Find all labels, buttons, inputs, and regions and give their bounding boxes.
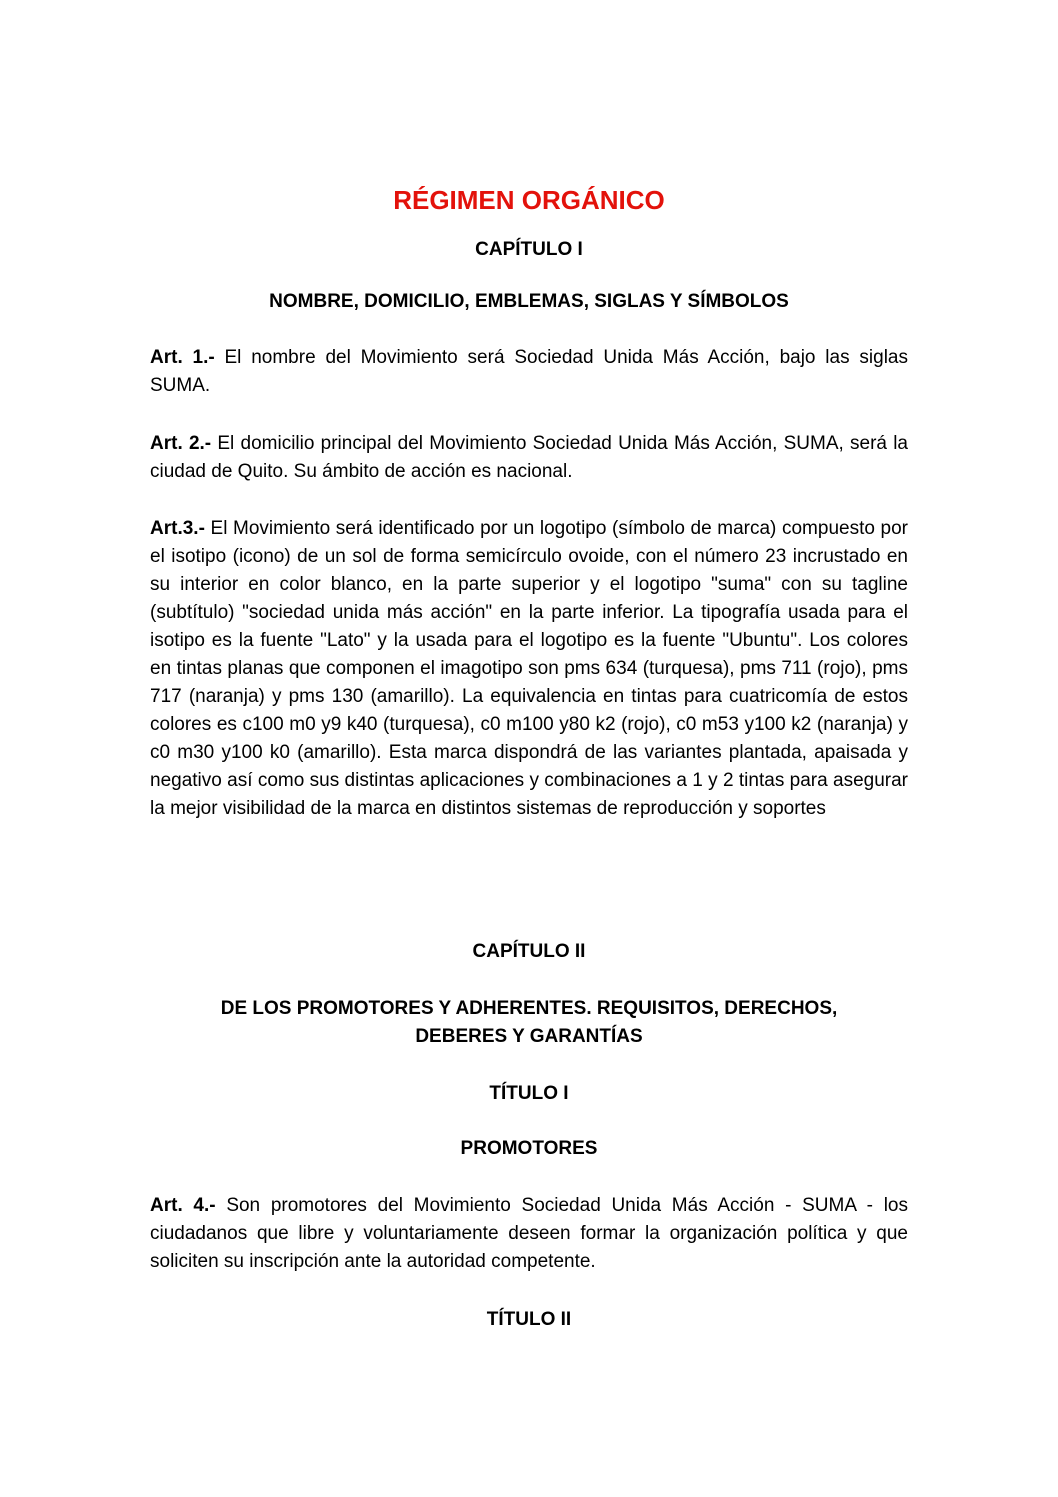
article-3-label: Art.3.-	[150, 518, 205, 539]
chapter-1-subtitle: NOMBRE, DOMICILIO, EMBLEMAS, SIGLAS Y SÍMBOLOS	[269, 291, 789, 312]
chapter-2-subtitle-line-2: DEBERES Y GARANTÍAS	[415, 1026, 643, 1047]
article-2	[150, 430, 908, 486]
chapter-2-subtitle-line-1: DE LOS PROMOTORES Y ADHERENTES. REQUISITOS, DERECHOS,	[220, 998, 838, 1019]
chapter-2-heading: CAPÍTULO II	[472, 941, 586, 962]
chapter-1-heading: CAPÍTULO I	[475, 239, 583, 260]
article-3-text: El Movimiento será identificado por un logotipo (símbolo de marca) compuesto por el isotipo (icono) de un sol de forma semicírculo ovoide, con el número 23 incrustado en su interior en color blanco, en la parte superior y el logotipo "suma" con su tagline (subtítulo) "sociedad unida más acción" en la parte inferior. La tipografía usada para el isotipo es la fuente "Lato" y la usada para el logotipo es la fuente "Ubuntu". Los colores en tintas planas que componen el imagotipo son pms 634 (turquesa), pms 711 (rojo), pms 717 (naranja) y pms 130 (amarillo). La equivalencia en tintas para cuatricomía de estos colores es c100 m0 y9 k40 (turquesa), c0 m100 y80 k2 (rojo), c0 m53 y100 k2 (naranja) y c0 m30 y100 k0 (amarillo). Esta marca dispondrá de las variantes plantada, apaisada y negativo así como sus distintas aplicaciones y combinaciones a 1 y 2 tintas para asegurar la mejor visibilidad de la marca en distintos sistemas de reproducción y soportes	[150, 518, 908, 819]
title-2-heading: TÍTULO II	[486, 1309, 572, 1330]
title-1-heading: TÍTULO I	[489, 1083, 569, 1104]
title-1-subtitle: PROMOTORES	[460, 1138, 598, 1159]
document-title: RÉGIMEN ORGÁNICO	[393, 185, 665, 215]
article-4-label: Art. 4.-	[150, 1195, 216, 1216]
article-1-text: El nombre del Movimiento será Sociedad Unida Más Acción, bajo las siglas SUMA.	[150, 347, 908, 396]
article-4	[150, 1192, 908, 1276]
article-1	[150, 344, 908, 400]
article-1-label: Art. 1.-	[150, 347, 215, 368]
article-2-text: El domicilio principal del Movimiento Sociedad Unida Más Acción, SUMA, será la ciudad de Quito. Su ámbito de acción es nacional.	[150, 433, 908, 482]
chapter-2-subtitle	[150, 995, 908, 1051]
article-2-label: Art. 2.-	[150, 433, 212, 454]
article-3	[150, 515, 908, 823]
article-4-text: Son promotores del Movimiento Sociedad Unida Más Acción - SUMA - los ciudadanos que libre y voluntariamente deseen formar la organización política y que soliciten su inscripción ante la autoridad competente.	[150, 1195, 908, 1272]
